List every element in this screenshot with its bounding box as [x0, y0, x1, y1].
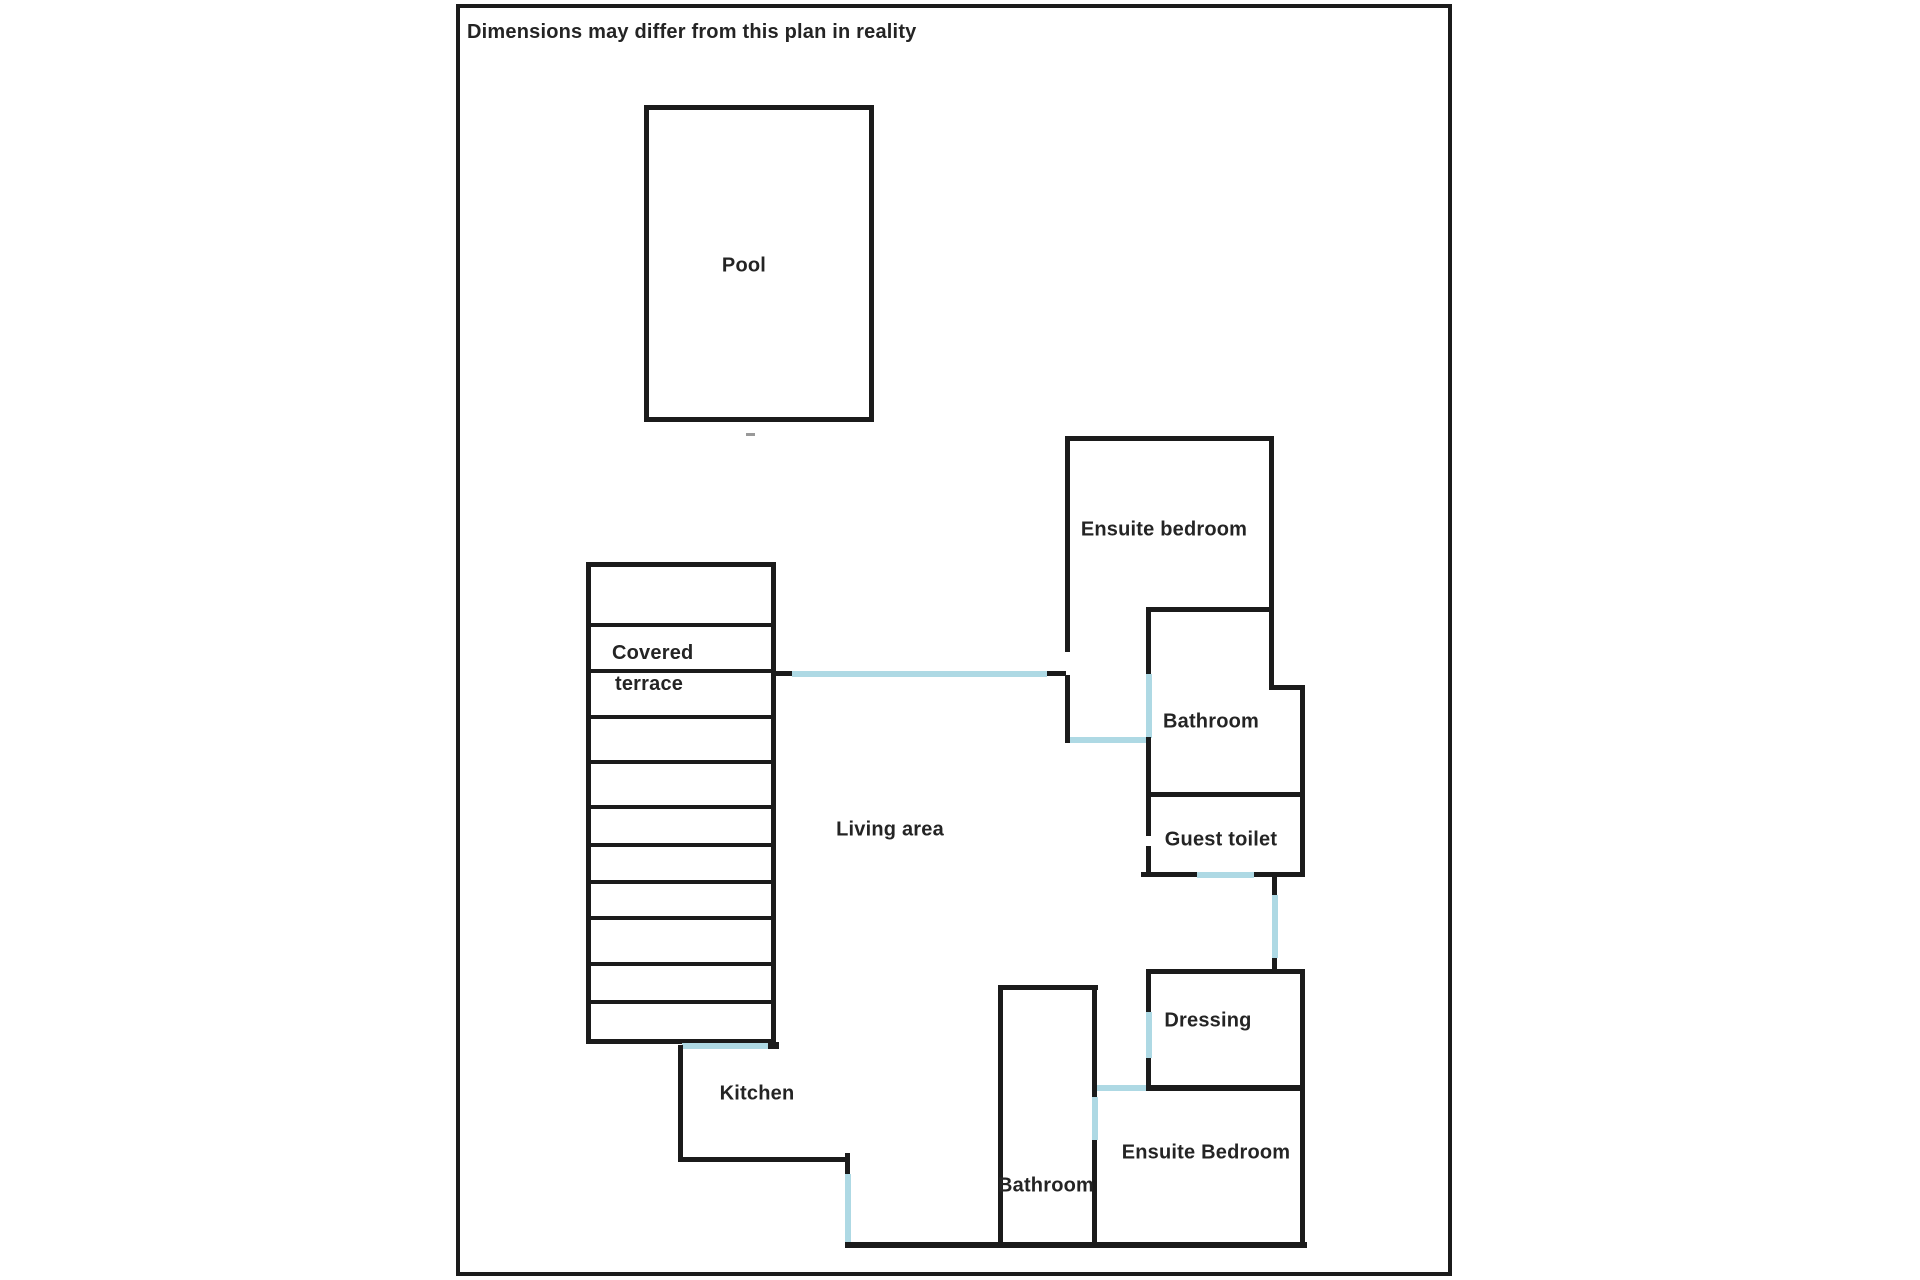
bathroom2-top-wall: [998, 985, 1098, 990]
bathroom-left-wall-a: [1146, 607, 1151, 674]
door-kitchen-step: [845, 1174, 851, 1242]
door-bathroom2: [1092, 1097, 1098, 1140]
label-bathroom-bottom: Bathroom: [997, 1174, 1095, 1197]
bathroom-left-wall-b: [1146, 737, 1151, 797]
ensuite-top-wall: [1065, 436, 1274, 441]
terrace-step-line: [586, 880, 776, 884]
bottom-wall: [845, 1242, 1307, 1248]
terrace-step-line: [586, 715, 776, 719]
label-guest-toilet: Guest toilet: [1164, 828, 1278, 851]
terrace-step-line: [586, 1000, 776, 1004]
label-ensuite-bedroom-top: Ensuite bedroom: [1080, 518, 1248, 541]
passage-stub-top: [1272, 877, 1277, 895]
label-kitchen: Kitchen: [719, 1082, 795, 1105]
ensuite-left-wall-b: [1065, 675, 1070, 743]
label-dressing: Dressing: [1164, 1009, 1252, 1032]
bathroom2-left-wall: [998, 985, 1003, 1247]
corridor-tick-left: [773, 671, 793, 676]
dressing-top-wall: [1146, 969, 1305, 974]
label-covered: Covered: [612, 642, 694, 664]
ensuite-left-wall-a: [1065, 436, 1070, 652]
kitchen-left-wall: [678, 1045, 683, 1162]
bathroom-bottom-wall: [1146, 792, 1305, 797]
pool-mark: [746, 433, 755, 436]
label-pool: Pool: [721, 254, 767, 277]
door-bathroom-left: [1146, 674, 1152, 738]
terrace-step-line: [586, 916, 776, 920]
dressing-left-wall-a: [1146, 974, 1151, 1012]
terrace-step-line: [586, 760, 776, 764]
terrace-step-line: [586, 623, 776, 627]
door-dressing: [1146, 1012, 1152, 1058]
door-passage-vertical: [1272, 895, 1278, 958]
corridor-tick-right: [1047, 671, 1066, 676]
disclaimer-text: Dimensions may differ from this plan in reality: [467, 21, 917, 43]
terrace-step-line: [586, 805, 776, 809]
dressing-bottom-wall: [1146, 1085, 1305, 1091]
ensuite-right-wall: [1269, 436, 1274, 690]
terrace-outline: [586, 562, 776, 1044]
door-terrace-kitchen: [682, 1043, 768, 1049]
bathroom2-right-wall-a: [1092, 990, 1097, 1097]
label-ensuite-bedroom-bottom: Ensuite Bedroom: [1121, 1141, 1291, 1164]
door-bathroom2-dressing: [1097, 1085, 1146, 1091]
kitchen-step-stub: [845, 1153, 850, 1174]
right-wall-upper: [1300, 685, 1305, 877]
door-terrace-corridor: [792, 671, 1047, 677]
guest-toilet-bottom-wall-left: [1141, 872, 1197, 877]
terrace-step-line: [586, 843, 776, 847]
label-living-area: Living area: [836, 818, 944, 841]
right-wall-lower: [1300, 969, 1305, 1248]
door-bedroom-passage: [1070, 737, 1146, 743]
kitchen-bottom-wall: [678, 1157, 850, 1162]
guest-toilet-left-wall-a: [1146, 797, 1151, 836]
kitchen-door-tick: [768, 1042, 779, 1049]
guest-toilet-bottom-wall-right: [1254, 872, 1305, 877]
bathroom-top-wall: [1146, 607, 1274, 612]
label-bathroom-top: Bathroom: [1162, 710, 1260, 733]
label-terrace: terrace: [615, 673, 684, 695]
terrace-step-line: [586, 962, 776, 966]
door-guest-toilet: [1197, 872, 1254, 878]
